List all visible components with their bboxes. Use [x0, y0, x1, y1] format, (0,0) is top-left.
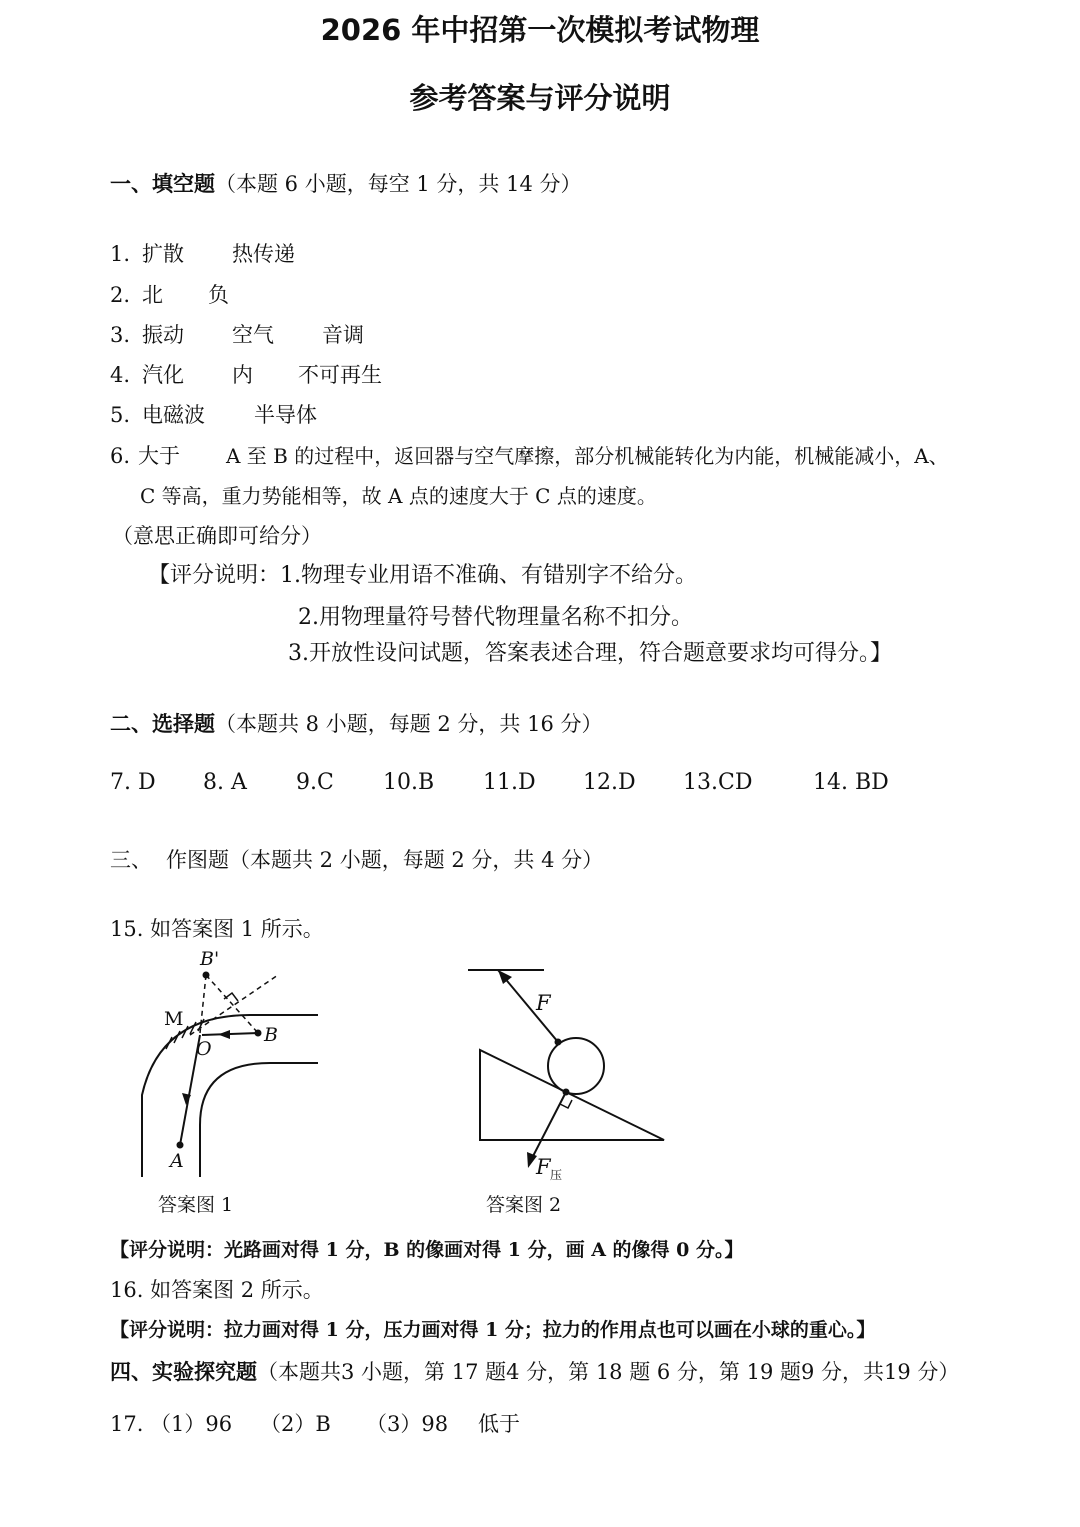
mc-answer-12: 12.D — [583, 770, 636, 795]
object-point-b — [255, 1030, 262, 1037]
answer-part: 不可再生 — [298, 363, 382, 387]
answer-part: 内 — [232, 363, 253, 387]
answer-figure-2 — [460, 960, 700, 1190]
scoring-rule-2: 2.用物理量符号替代物理量名称不扣分。 — [298, 605, 693, 630]
answer-5 — [110, 399, 317, 429]
answer-part: 热传递 — [232, 242, 295, 266]
ball — [548, 1038, 604, 1094]
pressure-force — [530, 1092, 566, 1162]
tube-inner-wall — [200, 1063, 318, 1177]
answer-part: 音调 — [322, 323, 364, 347]
scoring-rule-1: 【评分说明：1.物理专业用语不准确、有错别字不给分。 — [148, 563, 697, 588]
mc-answer-14: 14. BD — [813, 770, 889, 795]
answer-figure-1 — [120, 945, 360, 1195]
mc-answer-8: 8. A — [203, 770, 247, 795]
answer-part: （1）96 — [150, 1412, 233, 1436]
answer-num: 3. — [110, 323, 131, 347]
label-o: O — [196, 1038, 212, 1060]
section2-heading — [110, 708, 603, 738]
page-title: 2026 年中招第一次模拟考试物理 — [320, 13, 760, 47]
section4-title: 四、实验探究题 — [110, 1360, 257, 1384]
mc-answer-9: 9.C — [296, 770, 334, 795]
answer-part: 汽化 — [142, 363, 184, 387]
answer-num: 1. — [110, 242, 131, 266]
answer-1 — [110, 238, 295, 268]
mc-answer-13: 13.CD — [683, 770, 753, 795]
q6-explanation-line2: C 等高，重力势能相等，故 A 点的速度大于 C 点的速度。 — [140, 484, 657, 508]
q6-explanation-line1: A 至 B 的过程中，返回器与空气摩擦，部分机械能转化为内能，机械能减小，A、 — [226, 444, 949, 468]
answer-num: 4. — [110, 363, 131, 387]
label-m: M — [164, 1008, 184, 1030]
scoring-rule-3: 3.开放性设问试题，答案表述合理，符合题意要求均可得分。】 — [288, 641, 892, 666]
label-b: B — [264, 1024, 278, 1046]
page-subtitle: 参考答案与评分说明 — [409, 81, 671, 115]
answer-17 — [110, 1408, 520, 1438]
label-b-prime: B' — [200, 948, 220, 970]
answer-6 — [110, 440, 949, 470]
label-a: A — [170, 1150, 184, 1172]
answer-part: 半导体 — [254, 403, 317, 427]
answer-part: （3）98 — [366, 1412, 449, 1436]
section1-heading — [110, 168, 582, 198]
section2-detail: （本题共 8 小题，每题 2 分，共 16 分） — [215, 712, 603, 736]
section4-detail: （本题共3 小题，第 17 题4 分，第 18 题 6 分，第 19 题9 分，共19 分） — [257, 1360, 960, 1384]
answer-part: 低于 — [478, 1412, 520, 1436]
answer-num: 6. — [110, 444, 131, 468]
mc-answer-10: 10.B — [383, 770, 435, 795]
answer-part: 振动 — [142, 323, 184, 347]
answer-num: 2. — [110, 283, 131, 307]
answer-part: 电磁波 — [142, 403, 205, 427]
section3-number: 三、 — [110, 848, 152, 872]
label-f: F — [536, 991, 551, 1015]
section3-heading — [110, 844, 603, 874]
q15-answer: 15. 如答案图 1 所示。 — [110, 917, 324, 941]
section2-title: 二、选择题 — [110, 712, 215, 736]
dashed-b-prime-to-b — [206, 975, 258, 1033]
answer-part: 负 — [208, 283, 229, 307]
answer-part: 大于 — [138, 444, 180, 468]
answer-part: （2）B — [260, 1412, 331, 1436]
ray-arrow-2 — [182, 1093, 191, 1105]
q6-note: （意思正确即可给分） — [112, 524, 322, 548]
label-f-press-sub: 压 — [550, 1168, 563, 1182]
point-a — [177, 1142, 184, 1149]
label-f-press: F — [536, 1155, 551, 1179]
answer-3 — [110, 319, 364, 349]
tube-outer-wall — [142, 1015, 318, 1177]
incline — [480, 1050, 664, 1140]
section3-detail: 作图题（本题共 2 小题，每题 2 分，共 4 分） — [166, 848, 604, 872]
string-attach-point — [555, 1039, 562, 1046]
mc-answer-7: 7. D — [110, 770, 156, 795]
answer-4 — [110, 359, 382, 389]
q15-scoring-note: 【评分说明：光路画对得 1 分，B 的像画对得 1 分，画 A 的像得 0 分。】 — [110, 1239, 744, 1261]
answer-part: 扩散 — [142, 242, 184, 266]
answer-part: 北 — [142, 283, 163, 307]
mc-answer-11: 11.D — [483, 770, 536, 795]
right-angle-mark — [224, 993, 238, 1001]
section4-heading — [110, 1356, 959, 1386]
answer-2 — [110, 279, 229, 309]
answer-part: 空气 — [232, 323, 274, 347]
section1-detail: （本题 6 小题，每空 1 分，共 14 分） — [215, 172, 582, 196]
section1-title: 一、填空题 — [110, 172, 215, 196]
answer-num: 5. — [110, 403, 131, 427]
tension-arrow-head — [498, 970, 512, 984]
answer-num: 17. — [110, 1412, 144, 1436]
q16-scoring-note: 【评分说明：拉力画对得 1 分，压力画对得 1 分；拉力的作用点也可以画在小球的重心。】 — [110, 1319, 876, 1341]
figure-1-caption: 答案图 1 — [158, 1194, 234, 1216]
ray-arrow-1 — [218, 1030, 230, 1039]
figure-2-caption: 答案图 2 — [486, 1194, 562, 1216]
q16-answer: 16. 如答案图 2 所示。 — [110, 1278, 324, 1302]
